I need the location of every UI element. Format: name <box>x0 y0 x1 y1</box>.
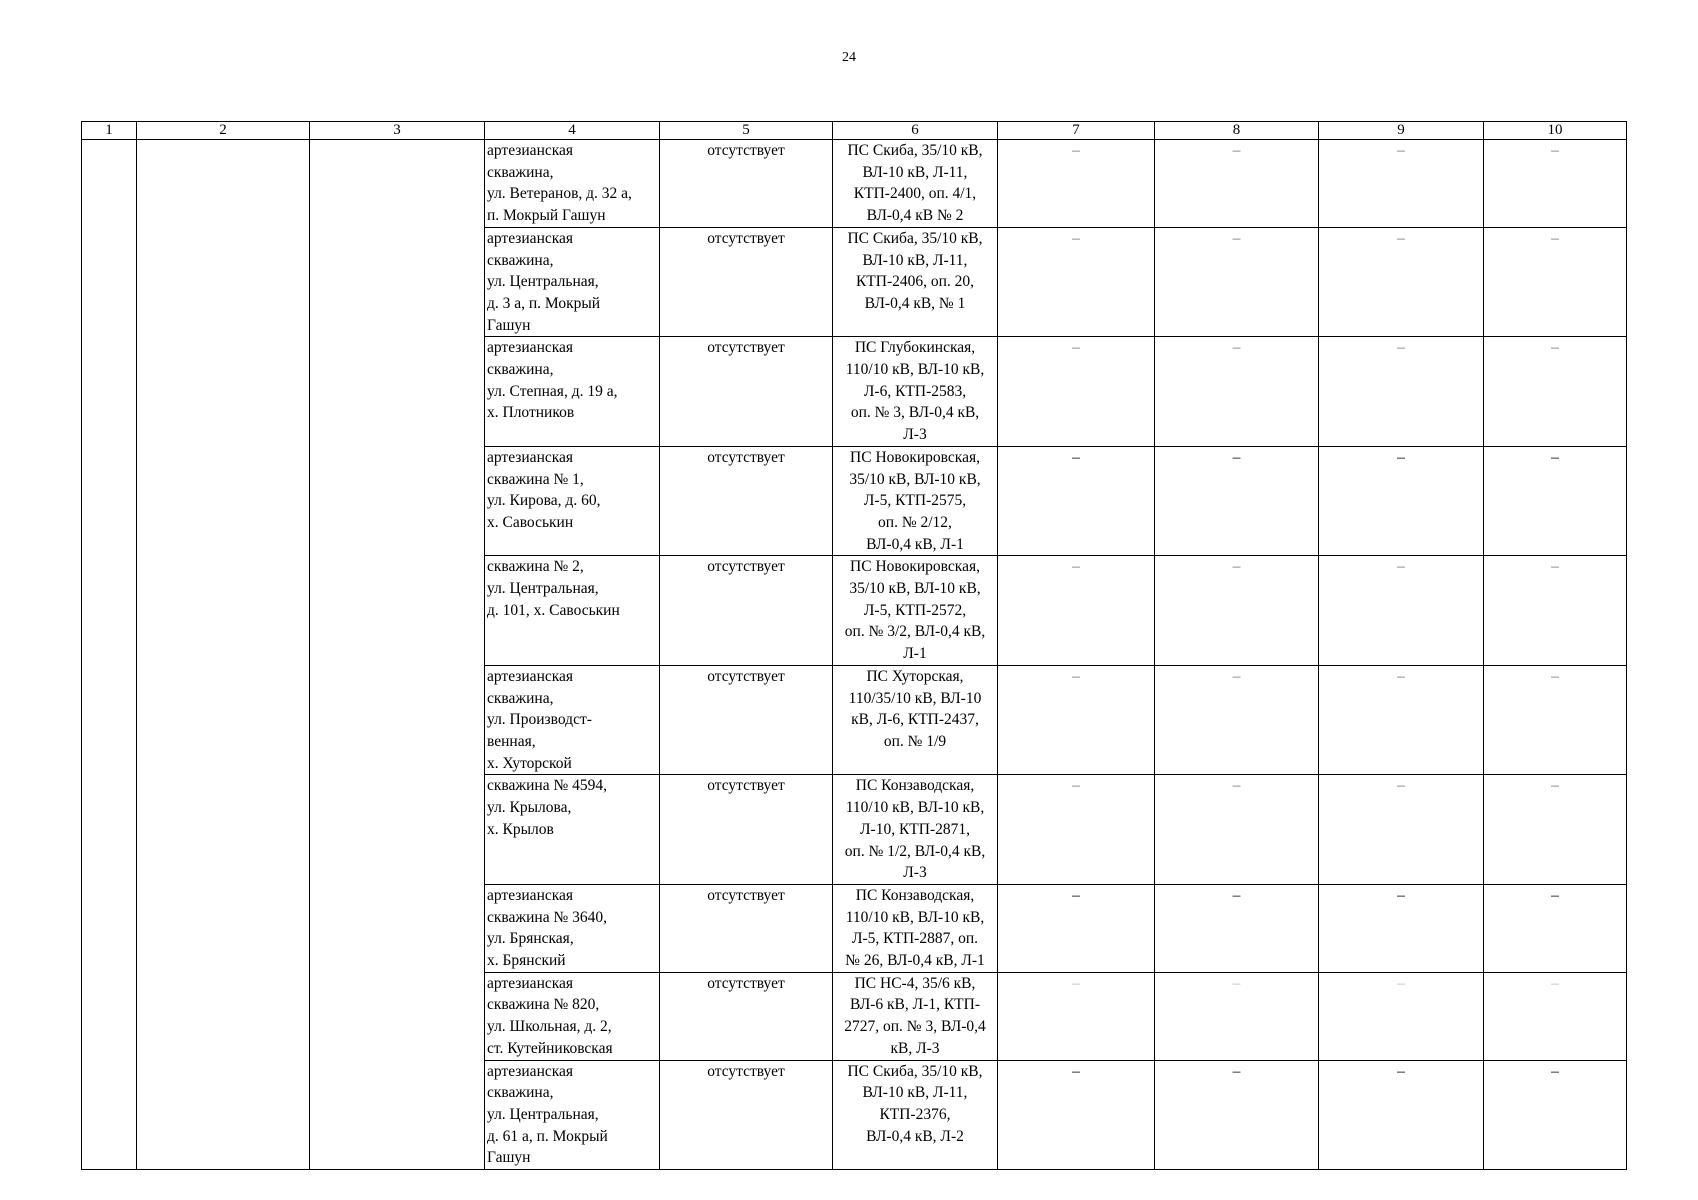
dash-mark: – <box>1397 886 1405 904</box>
column-header: 6 <box>833 122 998 140</box>
dash-cell <box>1319 337 1484 447</box>
object-cell: артезианская скважина, ул. Производст- венная, х. Хуторской <box>485 665 660 775</box>
dash-cell <box>1319 446 1484 556</box>
dash-cell <box>1319 227 1484 337</box>
power-source-cell: ПС Скиба, 35/10 кВ, ВЛ-10 кВ, Л-11, КТП-2376, ВЛ-0,4 кВ, Л-2 <box>833 1060 998 1170</box>
dash-mark: – <box>1072 667 1080 685</box>
dash-cell <box>998 556 1155 666</box>
dash-mark: – <box>1397 667 1405 685</box>
dash-mark: – <box>1232 974 1241 992</box>
dash-mark: – <box>1232 339 1241 357</box>
dash-mark: – <box>1232 1062 1241 1080</box>
dash-cell <box>1155 1060 1319 1170</box>
dash-cell <box>1484 1060 1627 1170</box>
dash-cell <box>1155 775 1319 885</box>
dash-mark: – <box>1551 448 1559 466</box>
status-cell: отсутствует <box>660 556 833 666</box>
dash-mark: – <box>1551 667 1559 685</box>
dash-mark: – <box>1072 777 1080 795</box>
table-body <box>82 140 1627 1170</box>
power-source-cell: ПС Новокировская, 35/10 кВ, ВЛ-10 кВ, Л-5, КТП-2575, оп. № 2/12, ВЛ-0,4 кВ, Л-1 <box>833 446 998 556</box>
dash-mark: – <box>1232 886 1241 904</box>
dash-mark: – <box>1232 142 1241 159</box>
column-header: 3 <box>310 122 485 140</box>
column-header: 4 <box>485 122 660 140</box>
object-cell: артезианская скважина, ул. Центральная, д. 61 а, п. Мокрый Гашун <box>485 1060 660 1170</box>
power-source-cell: ПС Скиба, 35/10 кВ, ВЛ-10 кВ, Л-11, КТП-2406, оп. 20, ВЛ-0,4 кВ, № 1 <box>833 227 998 337</box>
dash-cell <box>1155 556 1319 666</box>
dash-mark: – <box>1232 448 1241 466</box>
cell-col2 <box>137 140 310 1170</box>
dash-cell <box>998 140 1155 228</box>
status-cell: отсутствует <box>660 227 833 337</box>
object-cell: скважина № 2, ул. Центральная, д. 101, х. Савоськин <box>485 556 660 666</box>
power-source-cell: ПС Глубокинская, 110/10 кВ, ВЛ-10 кВ, Л-6, КТП-2583, оп. № 3, ВЛ-0,4 кВ, Л-3 <box>833 337 998 447</box>
status-cell: отсутствует <box>660 337 833 447</box>
column-header: 1 <box>82 122 137 140</box>
power-source-cell: ПС Конзаводская, 110/10 кВ, ВЛ-10 кВ, Л-10, КТП-2871, оп. № 1/2, ВЛ-0,4 кВ, Л-3 <box>833 775 998 885</box>
column-header: 10 <box>1484 122 1627 140</box>
dash-mark: – <box>1072 886 1080 904</box>
dash-mark: – <box>1551 558 1559 576</box>
column-header: 8 <box>1155 122 1319 140</box>
data-table <box>81 121 1627 1170</box>
column-header: 2 <box>137 122 310 140</box>
dash-cell <box>1155 972 1319 1060</box>
column-header: 7 <box>998 122 1155 140</box>
dash-cell <box>998 227 1155 337</box>
object-cell: скважина № 4594, ул. Крылова, х. Крылов <box>485 775 660 885</box>
dash-cell <box>1484 227 1627 337</box>
dash-cell <box>1155 227 1319 337</box>
dash-mark: – <box>1397 229 1405 247</box>
dash-cell <box>998 775 1155 885</box>
dash-mark: – <box>1551 142 1559 159</box>
dash-mark: – <box>1232 229 1241 247</box>
dash-mark: – <box>1551 1062 1559 1080</box>
dash-cell <box>1319 556 1484 666</box>
dash-mark: – <box>1072 974 1080 992</box>
dash-mark: – <box>1232 667 1241 685</box>
dash-mark: – <box>1072 448 1080 466</box>
dash-cell <box>1484 556 1627 666</box>
dash-cell <box>998 884 1155 972</box>
power-source-cell: ПС НС-4, 35/6 кВ, ВЛ-6 кВ, Л-1, КТП- 2727, оп. № 3, ВЛ-0,4 кВ, Л-3 <box>833 972 998 1060</box>
object-cell: артезианская скважина № 820, ул. Школьная, д. 2, ст. Кутейниковская <box>485 972 660 1060</box>
status-cell: отсутствует <box>660 884 833 972</box>
dash-mark: – <box>1397 777 1405 795</box>
column-header: 9 <box>1319 122 1484 140</box>
dash-mark: – <box>1397 558 1405 576</box>
object-cell: артезианская скважина, ул. Степная, д. 19 а, х. Плотников <box>485 337 660 447</box>
dash-mark: – <box>1072 142 1080 159</box>
dash-cell <box>998 1060 1155 1170</box>
dash-mark: – <box>1072 1062 1080 1080</box>
object-cell: артезианская скважина, ул. Ветеранов, д. 32 а, п. Мокрый Гашун <box>485 140 660 228</box>
dash-cell <box>998 446 1155 556</box>
dash-mark: – <box>1551 339 1559 357</box>
status-cell: отсутствует <box>660 446 833 556</box>
page-number: 24 <box>842 50 856 65</box>
object-cell: артезианская скважина, ул. Центральная, д. 3 а, п. Мокрый Гашун <box>485 227 660 337</box>
dash-cell <box>1319 884 1484 972</box>
dash-mark: – <box>1551 974 1559 992</box>
dash-cell <box>998 972 1155 1060</box>
status-cell: отсутствует <box>660 665 833 775</box>
dash-cell <box>1319 1060 1484 1170</box>
header-row <box>82 122 1627 140</box>
dash-mark: – <box>1232 558 1241 576</box>
dash-cell <box>1484 775 1627 885</box>
dash-mark: – <box>1232 777 1241 795</box>
status-cell: отсутствует <box>660 775 833 885</box>
dash-mark: – <box>1551 777 1559 795</box>
dash-mark: – <box>1551 229 1559 247</box>
dash-cell <box>998 665 1155 775</box>
dash-cell <box>1319 140 1484 228</box>
dash-cell <box>1484 665 1627 775</box>
cell-col3 <box>310 140 485 1170</box>
status-cell: отсутствует <box>660 972 833 1060</box>
dash-cell <box>1484 884 1627 972</box>
dash-cell <box>1484 337 1627 447</box>
power-source-cell: ПС Скиба, 35/10 кВ, ВЛ-10 кВ, Л-11, КТП-2400, оп. 4/1, ВЛ-0,4 кВ № 2 <box>833 140 998 228</box>
dash-mark: – <box>1397 448 1405 466</box>
dash-mark: – <box>1072 229 1080 247</box>
dash-mark: – <box>1072 339 1080 357</box>
object-cell: артезианская скважина № 3640, ул. Брянская, х. Брянский <box>485 884 660 972</box>
status-cell: отсутствует <box>660 1060 833 1170</box>
dash-cell <box>1484 446 1627 556</box>
dash-cell <box>1319 775 1484 885</box>
dash-cell <box>1155 140 1319 228</box>
dash-cell <box>1484 140 1627 228</box>
dash-mark: – <box>1397 339 1405 357</box>
object-cell: артезианская скважина № 1, ул. Кирова, д. 60, х. Савоськин <box>485 446 660 556</box>
dash-mark: – <box>1551 886 1559 904</box>
cell-col1 <box>82 140 137 1170</box>
dash-mark: – <box>1397 142 1405 159</box>
dash-cell <box>1319 665 1484 775</box>
dash-mark: – <box>1397 1062 1405 1080</box>
dash-mark: – <box>1072 558 1080 576</box>
dash-cell <box>1155 446 1319 556</box>
table-row <box>82 140 1627 228</box>
dash-cell <box>1484 972 1627 1060</box>
column-header: 5 <box>660 122 833 140</box>
power-source-cell: ПС Хуторская, 110/35/10 кВ, ВЛ-10 кВ, Л-6, КТП-2437, оп. № 1/9 <box>833 665 998 775</box>
dash-cell <box>1319 972 1484 1060</box>
power-source-cell: ПС Новокировская, 35/10 кВ, ВЛ-10 кВ, Л-5, КТП-2572, оп. № 3/2, ВЛ-0,4 кВ, Л-1 <box>833 556 998 666</box>
dash-cell <box>1155 337 1319 447</box>
dash-cell <box>1155 665 1319 775</box>
dash-cell <box>1155 884 1319 972</box>
dash-cell <box>998 337 1155 447</box>
power-source-cell: ПС Конзаводская, 110/10 кВ, ВЛ-10 кВ, Л-5, КТП-2887, оп. № 26, ВЛ-0,4 кВ, Л-1 <box>833 884 998 972</box>
status-cell: отсутствует <box>660 140 833 228</box>
dash-mark: – <box>1397 974 1405 992</box>
